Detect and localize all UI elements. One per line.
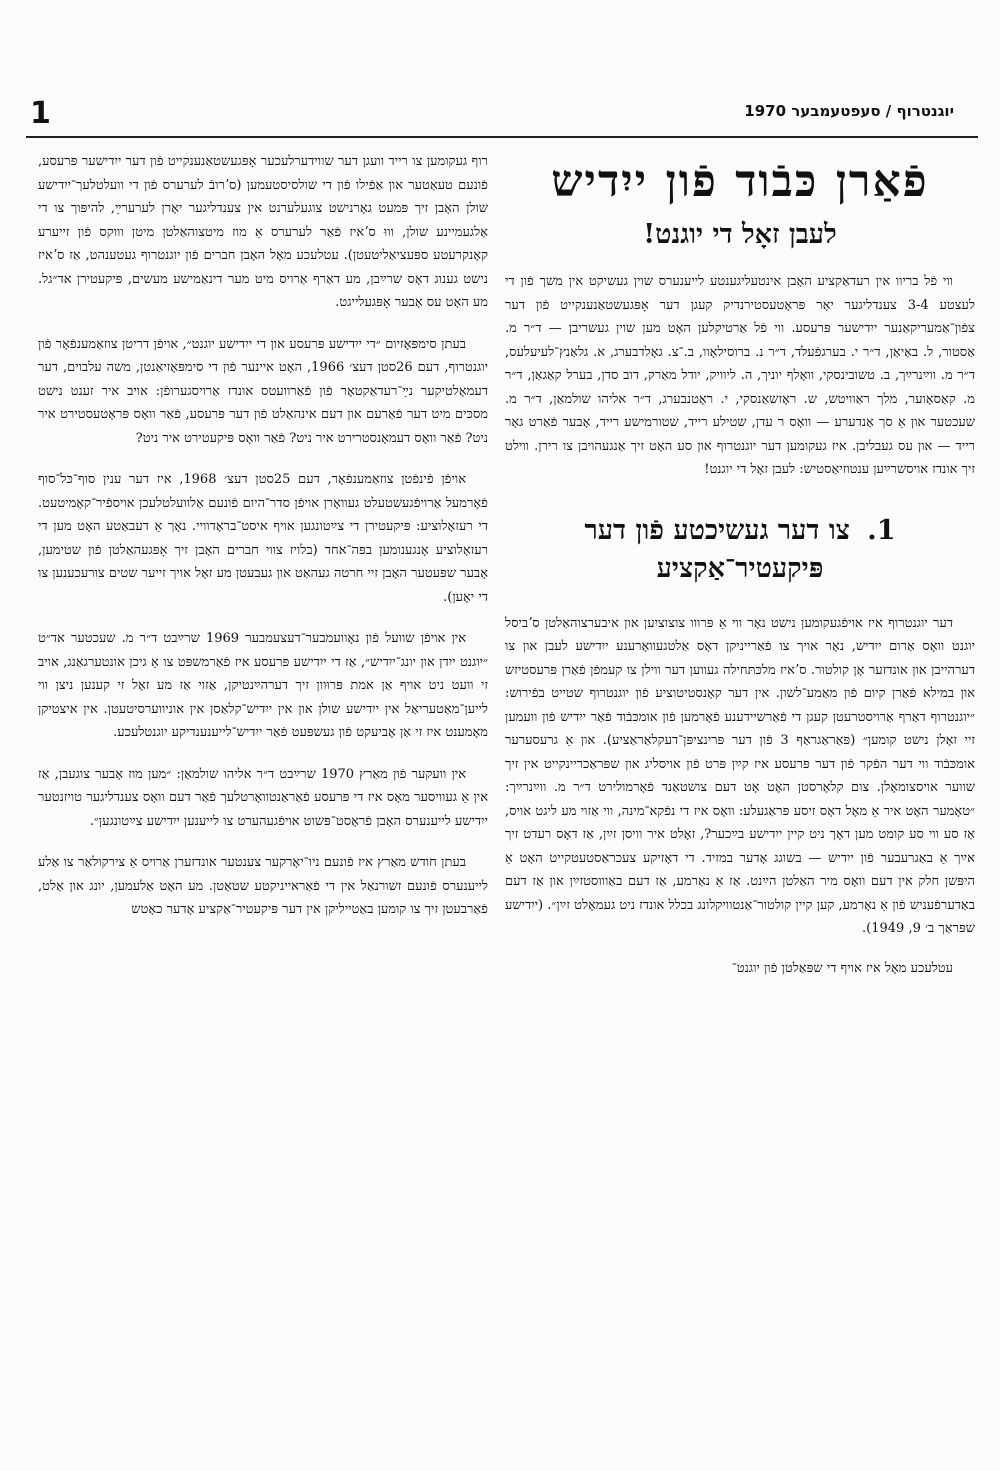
issue-line: יוגנטרוף / סעפטעמבער 1970 [744, 102, 954, 120]
left-column [38, 150, 488, 1380]
intro-paragraph: ווי פֿל בריוו אין רעדאַקציע האָבן אינטעליגענטע לייענערס שוין געשיקט אין משך פֿון די לעצטע 3-4 צענדליגער יאָר פּראָטעסטירנדיק קעגן דער אָפּגעשטאַנענקייט פֿון דער צפֿון־אַמעריקאַנער ייִדישער פּרעסע. ווי פֿל אַרטיקלען האָט מען שוין געשריבן — ד״ר מ. אַסטור, ל. באַיאַן, ד״ר י. בערגפֿעלד, ד״ר נ. ברוסילאָוו, ב.־צ. גאָלדבערג, א. גלאַנץ־לעיעלעס, ד״ר מ. ווײַנרײַך, ב. טשובינסקי, וואָלף יוניך, ה. ליוויק, יודל מאַרק, דוב סדן, בערל קאַגאַן, ד״ר מ. קאַסאָוער, מלך ראַוויטש, ש. ראָזשאַנסקי, י. ראָטנבערג, ד״ר אליהו שולמאַן, ד״ר מ. שעכטער און אַ סך אַנדערע — וואָס ר עדן, שטילע רייד, שטורמישע רייד, אָבער פֿאַרט גאָר רייד — און עס געבליבן. איז געקומען דער יוגנטרוף און סע האָט זיך אַנגעהויבן צו רירן. ווילט זיך אונדז אויסשרײַען ענטוזיאַסטיש: לעבן זאָל די יוגנט! [505, 274, 975, 477]
section-heading [505, 512, 975, 588]
body-paragraph: אין אויפֿן שוועל פֿון נאָוועמבער־דעצעמבער 1969 שרײַבט ד״ר מ. שעכטער אד״ט ״יוגנט ייִדן און יונג־ייִדיש״, אַז די ייִדישע פּרעסע איז פֿאַרמשפּט צו אַ גיכן אונטערגאַנג, אויב זי וועט ניט אויף אַן אמת פּרוּוון זיך דערהײַנטיקן, אַזוי אַז מע זאָל זי קענען ניצן ווי לייען־מאַטעריאַל אין ייִדישע שולן און אין ייִדיש־קלאַסן אין אוניווערסיטעטן. אין איצטיקן מאָמענט איז זי אַן אָביעקט פֿון געשפּעט פֿאַר ייִדיש־לייענענדיקע יוגנטלעכע. [38, 631, 488, 740]
header-rule [26, 136, 978, 138]
page-number: 1 [30, 96, 51, 131]
article-title: פֿאַרן כּבֿוד פֿון ייִדיש [551, 156, 929, 207]
body-paragraph: דער יוגנטרוף איז אויפֿגעקומען נישט נאָר ווי אַ פּרווו צוצוציִען און איבערצוהאַלטן סʼביסל יוגנט וואָס אַרום ייִדיש, נאָר אויך צו פֿאַרייניקן דאָס אַלטגעוואָרענע ייִדישע לעבן און צו דערהייבן און אונדזער אָן קולטור. סʼאיז מלכּתּחילה געווען דער ווילן צו קעמפֿן פֿאַרן פּרעסטיזש און במילא פֿאַרן קיום פֿון מאַמע־לשון. אין דער קאָנסטיטוציע פֿון יוגנטרוף שטייט בפֿירוש: ״יוגנטרוף דאַרף אַרויסטרעטן קעגן די פֿאַרשיידענע פֿאָרמען פֿון אומכּבֿוד פֿאַר ייִדיש פֿון וועמען זיי זאָלן נישט קומען״ (פּאַראַגראַף 3 פֿון דער פּרינציפּן־דעקלאַראַציע). און אַ גרעסערער אומכּבֿוד ווי דער הפֿקר פֿון דער פּרעסע איז קײַן פּרט פֿון אויסליג און שפּראַכריינקייט אין זיך שווער אויסצומאָלן. צום קלאָרסטן האָט אָט דעם צושטאַנד פֿאָרמולירט ד״ר מ. ווײַנרײַך: ״טאָמער האָט איר אַ מאָל דאָס זיסע פּראַגעלע: וואָס איז די נפֿקא־מינה, ווי אַזוי מע ליגט אויס, אַז סע ווי סע קומט מען דאָך ניט קיין ייִדישע בײַכער?, זאָלט איר וויסן זײַן, אַז דאָס רעדט זיך אײַך אַ באַגרעבער פֿון ייִדיש — בשוגג אָדער במזיד. די דאָזיקע צעכראַסטעטקייט האָט אַ היפּשן חלק אין דעם וואָס מיר האַלטן הײַנט. אַז אַ נאַרמע, אַז דעם באַוווסטזײַן און אַז דעם באַדערפֿעניש פֿון אַ נאָרמע, קען קיין קולטור־אַנטוויקלונג בכלל אונדז ניט געמאָלט זײַן״. (ייִדישע שפּראַך ב׳ 9, 1949). [505, 615, 975, 936]
section-title: צו דער געשיכטע פֿון דער פּיקעטיר־אַקציע [584, 514, 850, 584]
right-column [505, 150, 975, 1380]
body-paragraph: רוף געקומען צו רייד וועגן דער שווידערלעכער אָפּגעשטאַנענקייט פֿון דער ייִדישער פּרעסע, פֿונעם טעאַטער און אַפֿילו פֿון די שולסיסטעמען (סʼרובֿ לערערס פֿון די וועלטלעך־ייִדישע שולן האָבן זיך פּמעט גאָרנישט צוגעלערנט אין צענדליגער יאָרן לערערײַ, להיפּוך צו די אַלגעמיינע שולן, וווּ סʼאיז פֿאַר לערערס אַ מוז מיטצוהאַלטן מיטן וווקס פֿון זייערע קאָנקרעטע ספּעציאַליטעטן). עטלעכע מאָל האָבן חברים פֿון יוגנטרוף געטענהט, אַז סʼאיז נישט גענוג דאָס שרײַבן, מע דאַרף אַרויס מיט מער דינאַמישע מעשים, פּיקעטירן אד״גל. מע האָט עס אָבער אָפּגעלייגט. [38, 154, 488, 310]
article-subtitle: לעבן זאָל די יוגנט! [643, 219, 837, 250]
body-paragraph: אויפֿן פֿינפֿטן צוזאַמענפֿאָר, דעם 25סטן דעצ׳ 1968, איז דער ענין סוף־כּל־סוף פֿאָרמעל אַרויפֿגעשטעלט געוואָרן אויפֿן סדר־היום פֿונעם אַלוועלטלעכן אויספֿיר־קאָמיטעט. די רעזאָלוציע: פּיקעטירן די צײַטונגען אויף איסט־בראָדוויי. נאָך אַ דעבאַטע האָט מען די רעזאָלוציע אָנגענומען בפּה־אחד (בלויז צווי חברים האָבן זיך אָפּגעהאַלטן פֿון שטימען, אָבער שפּעטער האָבן זיי חרטה געהאַט און געבעטן מע זאָל אויך זייער שטים צורעכענען צו די יאָען). [38, 472, 488, 605]
body-paragraph: בעתן חודש מאַרץ איז פֿונעם ניו־יאָרקער צענטער אונדזערן אַרויס אַ צירקולאַר צו אַלע לייענערס פֿונעם זשורנאַל אין די פֿאַראייניקטע שטאַטן. מע האָט אַלעמען, יונג און אַלט, פֿאַרבעטן זיך צו קומען באַטייליקן אין דער פּיקעטיר־אַקציע אָדער כאָטש [38, 855, 488, 917]
body-paragraph: עטלעכע מאָל איז אויף די שפּאַלטן פֿון יוגנט־ [731, 960, 953, 976]
body-paragraph: בעתן סימפּאָזיום ״די ייִדישע פּרעסע און די ייִדישע יוגנט״, אויפֿן דריטן צוזאַמענפֿאָר פֿון יוגנטרוף, דעם 26סטן דעצ׳ 1966, האָט איינער פֿון די סימפּאָזיאַנטן, משה עלבוים, דער דעמאָלטיקער נײַ־רעדאַקטאָר פֿון פֿאַרוועטס אונדז אַרויסגערופֿן: אויב איר זענט נישט מסכּים מיט דער פֿאַרעם און דעם אינהאַלט פֿון דער פּרעסע, פֿאַר וואָס פּראָטעסטירט איר ניט? פֿאַר וואָס דעמאָנסטרירט איר ניט? פֿאַר וואָס פּיקעטירט איר ניט? [38, 336, 488, 446]
body-paragraph: אין וועקער פֿון מאַרץ 1970 שרײַבט ד״ר אליהו שולמאַן: ״מען מוז אָבער צוגעבן, אַז אין אַ געוויסער מאָס איז די פּרעסע פֿאַראַנטוואָרטלעך פֿאַר דעם וואָס צענדליגער טויזנטער ייִדישע לייענערס האָבן פֿראָסט־פּשוט אויפֿגעהערט צו לייענען ייִדישע צײַטונגען״. [38, 766, 488, 829]
section-number: 1. [867, 514, 896, 546]
